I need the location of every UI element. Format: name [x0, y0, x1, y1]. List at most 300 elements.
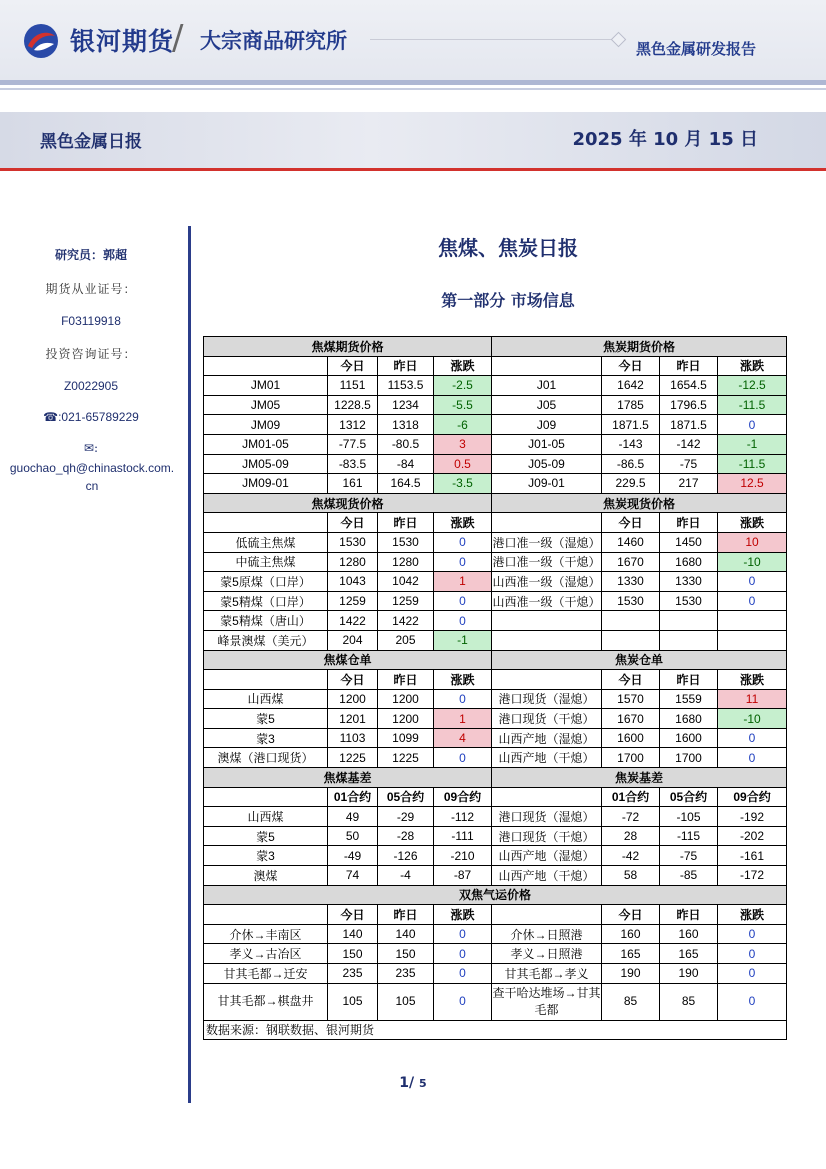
- table-cell: -42: [602, 846, 660, 866]
- table-cell: -3.5: [434, 474, 492, 494]
- page-current: 1/: [399, 1075, 415, 1091]
- section-header-row: [204, 493, 787, 513]
- table-cell: 0: [434, 591, 492, 611]
- table-cell: 0.5: [434, 454, 492, 474]
- report-type: 黑色金属研发报告: [636, 40, 757, 58]
- column-header-row: [204, 670, 787, 690]
- table-row: [204, 748, 787, 768]
- column-header-cell: [204, 513, 328, 533]
- table-cell: 1234: [378, 395, 434, 415]
- table-cell: -115: [660, 826, 718, 846]
- sidebar-divider: [188, 226, 191, 1103]
- table-cell: 1670: [602, 709, 660, 729]
- table-cell: 山西产地（湿熄）: [492, 728, 602, 748]
- table-cell: 甘其毛都→棋盘井: [204, 983, 328, 1020]
- table-cell: 1700: [660, 748, 718, 768]
- column-header-cell: 涨跌: [434, 356, 492, 376]
- column-header-cell: [492, 670, 602, 690]
- table-cell: 峰景澳煤（美元）: [204, 630, 328, 650]
- title-band-red-line: [0, 168, 826, 171]
- table-cell: -2.5: [434, 376, 492, 396]
- author-sidebar: [0, 238, 182, 495]
- table-cell: 港口现货（干熄）: [492, 826, 602, 846]
- section-header-row: [204, 768, 787, 788]
- table-cell: -5.5: [434, 395, 492, 415]
- column-header-cell: 涨跌: [718, 513, 787, 533]
- table-cell: 161: [328, 474, 378, 494]
- table-cell: 12.5: [718, 474, 787, 494]
- table-row: [204, 728, 787, 748]
- header-stripe: [0, 80, 826, 85]
- column-header-cell: 涨跌: [718, 670, 787, 690]
- table-row: [204, 866, 787, 886]
- table-cell: 235: [378, 964, 434, 984]
- column-header-cell: [492, 787, 602, 807]
- table-cell: 山西准一级（干熄）: [492, 591, 602, 611]
- table-cell: -105: [660, 807, 718, 827]
- table-cell: [492, 611, 602, 631]
- table-cell: J05: [492, 395, 602, 415]
- table-cell: 49: [328, 807, 378, 827]
- column-header-cell: 今日: [328, 513, 378, 533]
- table-cell: 229.5: [602, 474, 660, 494]
- table-row: [204, 572, 787, 592]
- table-cell: 0: [434, 552, 492, 572]
- column-header-cell: [204, 905, 328, 925]
- table-cell: -143: [602, 434, 660, 454]
- column-header-row: [204, 513, 787, 533]
- table-cell: -10: [718, 709, 787, 729]
- column-header-cell: 昨日: [378, 356, 434, 376]
- table-cell: 1530: [378, 532, 434, 552]
- table-cell: [602, 630, 660, 650]
- table-cell: 1700: [602, 748, 660, 768]
- table-cell: 160: [602, 924, 660, 944]
- table-cell: 蒙5: [204, 709, 328, 729]
- table-cell: 4: [434, 728, 492, 748]
- table-cell: [660, 611, 718, 631]
- table-cell: -83.5: [328, 454, 378, 474]
- table-row: [204, 709, 787, 729]
- column-header-cell: 09合约: [434, 787, 492, 807]
- table-cell: 1785: [602, 395, 660, 415]
- table-cell: 澳煤（港口现货）: [204, 748, 328, 768]
- table-cell: -87: [434, 866, 492, 886]
- table-cell: 217: [660, 474, 718, 494]
- table-cell: 1151: [328, 376, 378, 396]
- table-cell: 1871.5: [602, 415, 660, 435]
- column-header-cell: 涨跌: [434, 905, 492, 925]
- table-cell: 1318: [378, 415, 434, 435]
- page-total: 5: [419, 1077, 427, 1090]
- table-cell: 1530: [328, 532, 378, 552]
- section-title-cell: 双焦气运价格: [204, 885, 787, 905]
- header-decor-line: [370, 39, 620, 40]
- market-data-table: [203, 336, 787, 1040]
- table-cell: 介休→丰南区: [204, 924, 328, 944]
- table-cell: 0: [434, 532, 492, 552]
- table-cell: 85: [602, 983, 660, 1020]
- table-cell: -49: [328, 846, 378, 866]
- table-cell: 山西产地（干熄）: [492, 748, 602, 768]
- section-title-cell: 焦炭现货价格: [492, 493, 787, 513]
- table-cell: 孝义→日照港: [492, 944, 602, 964]
- table-cell: 74: [328, 866, 378, 886]
- table-cell: 1280: [328, 552, 378, 572]
- table-cell: 0: [434, 983, 492, 1020]
- table-cell: 1530: [602, 591, 660, 611]
- license-number: F03119918: [61, 314, 121, 328]
- table-cell: JM05: [204, 395, 328, 415]
- table-cell: 1200: [328, 689, 378, 709]
- table-cell: -80.5: [378, 434, 434, 454]
- table-cell: 0: [718, 964, 787, 984]
- table-row: [204, 826, 787, 846]
- table-cell: 1259: [378, 591, 434, 611]
- table-row: [204, 983, 787, 1020]
- table-cell: 164.5: [378, 474, 434, 494]
- table-cell: 205: [378, 630, 434, 650]
- column-header-cell: 昨日: [378, 670, 434, 690]
- column-header-cell: [492, 905, 602, 925]
- table-cell: 山西煤: [204, 807, 328, 827]
- table-cell: 港口现货（湿熄）: [492, 689, 602, 709]
- table-row: [204, 807, 787, 827]
- table-cell: 1600: [602, 728, 660, 748]
- table-cell: 0: [434, 944, 492, 964]
- column-header-cell: 涨跌: [718, 905, 787, 925]
- consult-number: Z0022905: [63, 379, 119, 393]
- data-source-cell: 数据来源：钢联数据、银河期货: [204, 1020, 787, 1040]
- table-cell: -6: [434, 415, 492, 435]
- column-header-cell: [492, 513, 602, 533]
- table-cell: 1099: [378, 728, 434, 748]
- table-row: [204, 611, 787, 631]
- table-cell: 澳煤: [204, 866, 328, 886]
- table-cell: 1330: [660, 572, 718, 592]
- table-row: [204, 846, 787, 866]
- table-cell: -1: [434, 630, 492, 650]
- section-header-row: [204, 885, 787, 905]
- table-cell: 1559: [660, 689, 718, 709]
- table-cell: 介休→日照港: [492, 924, 602, 944]
- section-title-cell: 焦炭基差: [492, 768, 787, 788]
- table-cell: 1680: [660, 552, 718, 572]
- table-cell: 1225: [328, 748, 378, 768]
- table-cell: -112: [434, 807, 492, 827]
- table-cell: -77.5: [328, 434, 378, 454]
- table-cell: 蒙3: [204, 846, 328, 866]
- table-cell: 1042: [378, 572, 434, 592]
- table-row: [204, 630, 787, 650]
- table-cell: 3: [434, 434, 492, 454]
- table-cell: 204: [328, 630, 378, 650]
- consult-label: 投资咨询证号：: [45, 347, 137, 361]
- table-cell: -75: [660, 846, 718, 866]
- table-cell: 105: [328, 983, 378, 1020]
- report-date: 2025 年 10 月 15 日: [572, 129, 758, 150]
- table-cell: -85: [660, 866, 718, 886]
- table-cell: 0: [718, 728, 787, 748]
- table-cell: 1: [434, 572, 492, 592]
- column-header-cell: 涨跌: [718, 356, 787, 376]
- page-number: [0, 1075, 826, 1091]
- section-title-cell: 焦炭仓单: [492, 650, 787, 670]
- table-cell: 105: [378, 983, 434, 1020]
- table-row: [204, 376, 787, 396]
- table-cell: [660, 630, 718, 650]
- table-cell: 1259: [328, 591, 378, 611]
- table-cell: [718, 611, 787, 631]
- table-row: [204, 454, 787, 474]
- table-cell: 1153.5: [378, 376, 434, 396]
- table-cell: 0: [718, 572, 787, 592]
- table-row: [204, 395, 787, 415]
- table-row: [204, 964, 787, 984]
- column-header-cell: 今日: [602, 670, 660, 690]
- table-cell: 1871.5: [660, 415, 718, 435]
- brand-name: 银河期货: [70, 27, 175, 56]
- source-row: [204, 1020, 787, 1040]
- column-header-row: [204, 356, 787, 376]
- column-header-cell: 今日: [328, 670, 378, 690]
- table-cell: [718, 630, 787, 650]
- column-header-cell: 今日: [328, 905, 378, 925]
- table-cell: -202: [718, 826, 787, 846]
- table-cell: 165: [602, 944, 660, 964]
- table-cell: -28: [378, 826, 434, 846]
- column-header-row: [204, 787, 787, 807]
- section-title-cell: 焦煤现货价格: [204, 493, 492, 513]
- table-cell: 1103: [328, 728, 378, 748]
- table-cell: 0: [718, 591, 787, 611]
- table-row: [204, 474, 787, 494]
- table-cell: 1570: [602, 689, 660, 709]
- table-cell: 0: [718, 748, 787, 768]
- table-cell: -172: [718, 866, 787, 886]
- table-cell: -10: [718, 552, 787, 572]
- section-title-cell: 焦煤期货价格: [204, 337, 492, 357]
- table-cell: JM01: [204, 376, 328, 396]
- table-cell: 蒙5精煤（唐山）: [204, 611, 328, 631]
- column-header-cell: 涨跌: [434, 513, 492, 533]
- table-cell: 160: [660, 924, 718, 944]
- table-cell: 1450: [660, 532, 718, 552]
- table-cell: J05-09: [492, 454, 602, 474]
- column-header-cell: 09合约: [718, 787, 787, 807]
- column-header-cell: [204, 787, 328, 807]
- table-cell: 1225: [378, 748, 434, 768]
- column-header-cell: 昨日: [660, 670, 718, 690]
- column-header-cell: 今日: [602, 905, 660, 925]
- column-header-cell: 01合约: [328, 787, 378, 807]
- table-cell: 港口现货（干熄）: [492, 709, 602, 729]
- table-cell: J09-01: [492, 474, 602, 494]
- table-cell: JM05-09: [204, 454, 328, 474]
- table-cell: JM01-05: [204, 434, 328, 454]
- column-header-cell: 涨跌: [434, 670, 492, 690]
- table-cell: 28: [602, 826, 660, 846]
- table-cell: -12.5: [718, 376, 787, 396]
- table-cell: 0: [718, 983, 787, 1020]
- table-cell: 0: [718, 415, 787, 435]
- table-cell: 58: [602, 866, 660, 886]
- column-header-cell: 今日: [328, 356, 378, 376]
- table-cell: 0: [434, 611, 492, 631]
- table-cell: [492, 630, 602, 650]
- section-title-cell: 焦煤仓单: [204, 650, 492, 670]
- table-cell: -29: [378, 807, 434, 827]
- table-cell: 山西产地（湿熄）: [492, 846, 602, 866]
- table-cell: 蒙3: [204, 728, 328, 748]
- table-cell: 1670: [602, 552, 660, 572]
- table-cell: JM09: [204, 415, 328, 435]
- table-cell: 1422: [328, 611, 378, 631]
- table-cell: -192: [718, 807, 787, 827]
- table-cell: 165: [660, 944, 718, 964]
- table-cell: 孝义→古冶区: [204, 944, 328, 964]
- table-cell: 1422: [378, 611, 434, 631]
- table-cell: 1200: [378, 709, 434, 729]
- table-cell: J09: [492, 415, 602, 435]
- table-cell: -86.5: [602, 454, 660, 474]
- table-cell: 140: [328, 924, 378, 944]
- table-cell: 0: [718, 924, 787, 944]
- column-header-cell: 昨日: [660, 905, 718, 925]
- table-cell: 1200: [378, 689, 434, 709]
- table-cell: 1530: [660, 591, 718, 611]
- galaxy-logo-icon: [22, 22, 60, 60]
- email-address[interactable]: guochao_qh@chinastock.com.cn: [9, 461, 175, 493]
- daily-report-title: 黑色金属日报: [40, 132, 142, 152]
- table-cell: 1600: [660, 728, 718, 748]
- table-cell: 1460: [602, 532, 660, 552]
- table-cell: 甘其毛都→孝义: [492, 964, 602, 984]
- institute-name: 大宗商品研究所: [200, 29, 347, 53]
- license-label: 期货从业证号：: [45, 282, 137, 296]
- column-header-cell: 05合约: [378, 787, 434, 807]
- table-cell: -111: [434, 826, 492, 846]
- table-cell: 1796.5: [660, 395, 718, 415]
- table-cell: -75: [660, 454, 718, 474]
- table-cell: 山西产地（干熄）: [492, 866, 602, 886]
- table-cell: 0: [434, 689, 492, 709]
- table-cell: 1: [434, 709, 492, 729]
- column-header-cell: 昨日: [378, 905, 434, 925]
- table-cell: 港口现货（湿熄）: [492, 807, 602, 827]
- table-cell: 1330: [602, 572, 660, 592]
- table-cell: 甘其毛都→迁安: [204, 964, 328, 984]
- table-cell: 山西煤: [204, 689, 328, 709]
- table-cell: 190: [602, 964, 660, 984]
- table-cell: 蒙5: [204, 826, 328, 846]
- table-row: [204, 924, 787, 944]
- table-row: [204, 552, 787, 572]
- table-row: [204, 591, 787, 611]
- table-cell: 港口准一级（湿熄）: [492, 532, 602, 552]
- column-header-cell: 今日: [602, 513, 660, 533]
- table-cell: 11: [718, 689, 787, 709]
- table-cell: 1228.5: [328, 395, 378, 415]
- section-header-row: [204, 337, 787, 357]
- table-cell: 140: [378, 924, 434, 944]
- header-stripe-thin: [0, 88, 826, 90]
- main-title: 焦煤、焦炭日报: [438, 236, 578, 260]
- brand-divider: /: [172, 18, 184, 58]
- table-cell: 150: [378, 944, 434, 964]
- section-title: 第一部分 市场信息: [441, 291, 575, 310]
- table-cell: 190: [660, 964, 718, 984]
- table-cell: -11.5: [718, 395, 787, 415]
- table-cell: [602, 611, 660, 631]
- table-row: [204, 689, 787, 709]
- table-cell: 蒙5原煤（口岸）: [204, 572, 328, 592]
- column-header-cell: 今日: [602, 356, 660, 376]
- table-cell: 1642: [602, 376, 660, 396]
- table-cell: -126: [378, 846, 434, 866]
- table-row: [204, 434, 787, 454]
- column-header-cell: [204, 356, 328, 376]
- table-cell: 蒙5精煤（口岸）: [204, 591, 328, 611]
- table-cell: -11.5: [718, 454, 787, 474]
- column-header-cell: 昨日: [660, 513, 718, 533]
- table-cell: 1680: [660, 709, 718, 729]
- table-cell: J01: [492, 376, 602, 396]
- table-cell: 1654.5: [660, 376, 718, 396]
- table-cell: 1280: [378, 552, 434, 572]
- table-cell: 10: [718, 532, 787, 552]
- table-row: [204, 944, 787, 964]
- table-cell: 235: [328, 964, 378, 984]
- column-header-cell: 05合约: [660, 787, 718, 807]
- table-cell: -72: [602, 807, 660, 827]
- table-cell: 0: [434, 964, 492, 984]
- column-header-cell: [492, 356, 602, 376]
- column-header-cell: 昨日: [378, 513, 434, 533]
- table-cell: -142: [660, 434, 718, 454]
- section-header-row: [204, 650, 787, 670]
- table-cell: 1043: [328, 572, 378, 592]
- table-row: [204, 532, 787, 552]
- table-cell: J01-05: [492, 434, 602, 454]
- phone-number: ☎:021-65789229: [43, 410, 139, 424]
- table-cell: 低硫主焦煤: [204, 532, 328, 552]
- section-title-cell: 焦煤基差: [204, 768, 492, 788]
- table-cell: -161: [718, 846, 787, 866]
- table-cell: 0: [434, 748, 492, 768]
- table-cell: -84: [378, 454, 434, 474]
- table-cell: 0: [434, 924, 492, 944]
- column-header-cell: 01合约: [602, 787, 660, 807]
- table-cell: 山西准一级（湿熄）: [492, 572, 602, 592]
- table-cell: 150: [328, 944, 378, 964]
- table-cell: 港口准一级（干熄）: [492, 552, 602, 572]
- table-cell: 50: [328, 826, 378, 846]
- column-header-cell: 昨日: [660, 356, 718, 376]
- table-cell: 查干哈达堆场→甘其毛都: [492, 983, 602, 1020]
- column-header-row: [204, 905, 787, 925]
- column-header-cell: [204, 670, 328, 690]
- section-title-cell: 焦炭期货价格: [492, 337, 787, 357]
- table-cell: -1: [718, 434, 787, 454]
- table-cell: 0: [718, 944, 787, 964]
- table-cell: -210: [434, 846, 492, 866]
- table-cell: JM09-01: [204, 474, 328, 494]
- table-cell: 1312: [328, 415, 378, 435]
- table-cell: 85: [660, 983, 718, 1020]
- table-cell: 1201: [328, 709, 378, 729]
- table-cell: -4: [378, 866, 434, 886]
